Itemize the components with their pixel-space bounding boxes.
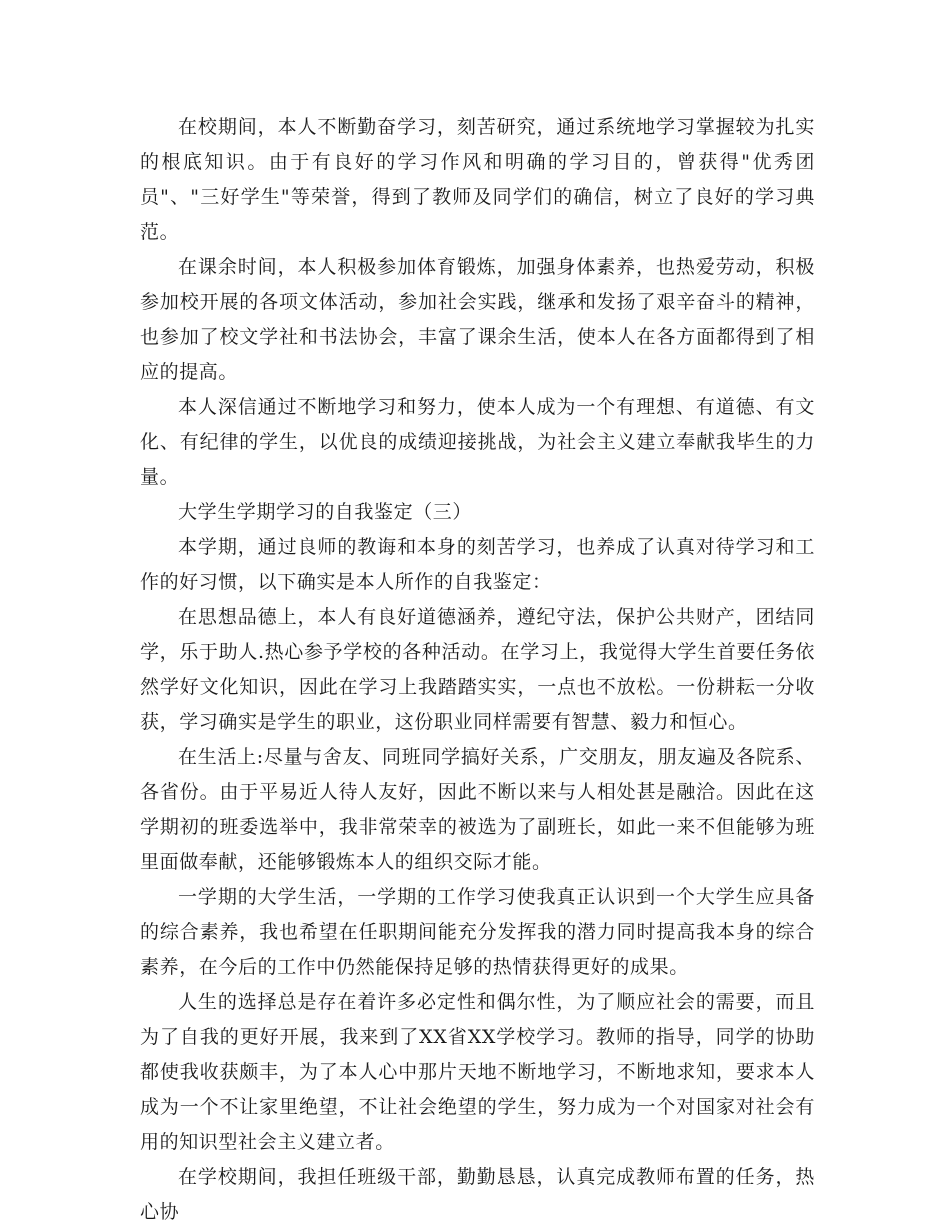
paragraph-study: 在校期间，本人不断勤奋学习，刻苦研究，通过系统地学习掌握较为扎实的根底知识。由于有良好的学习作风和明确的学习目的，曾获得"优秀团员"、"三好学生"等荣誉，得到了教师及同学们的确信，树立了良好的学习典范。 [140, 116, 815, 243]
document-body [140, 110, 815, 1230]
paragraph-semester: 一学期的大学生活，一学期的工作学习使我真正认识到一个大学生应具备的综合素养，我也希望在任职期间能充分发挥我的潜力同时提高我本身的综合素养，在今后的工作中仍然能保持足够的热情获得更好的成果。 [140, 886, 815, 978]
paragraph-belief: 本人深信通过不断地学习和努力，使本人成为一个有理想、有道德、有文化、有纪律的学生，以优良的成绩迎接挑战，为社会主义建立奉献我毕生的力量。 [140, 396, 815, 488]
paragraph-morality: 在思想品德上，本人有良好道德涵养，遵纪守法，保护公共财产，团结同学，乐于助人.热心参予学校的各种活动。在学习上，我觉得大学生首要任务依然学好文化知识，因此在学习上我踏踏实实，一点也不放松。一份耕耘一分收获，学习确实是学生的职业，这份职业同样需要有智慧、毅力和恒心。 [140, 606, 815, 733]
paragraph-cadre: 在学校期间，我担任班级干部，勤勤恳恳，认真完成教师布置的任务，热心协 [140, 1166, 815, 1223]
paragraph-choice: 人生的选择总是存在着许多必定性和偶尔性，为了顺应社会的需要，而且为了自我的更好开展，我来到了XX省XX学校学习。教师的指导，同学的协助都使我收获颇丰，为了本人心中那片天地不断地学习，不断地求知，要求本人成为一个不让家里绝望，不让社会绝望的学生，努力成为一个对国家对社会有用的知识型社会主义建立者。 [140, 991, 815, 1153]
paragraph-extracurricular: 在课余时间，本人积极参加体育锻炼，加强身体素养，也热爱劳动，积极参加校开展的各项文体活动，参加社会实践，继承和发扬了艰辛奋斗的精神，也参加了校文学社和书法协会，丰富了课余生活，使本人在各方面都得到了相应的提高。 [140, 256, 815, 383]
section-heading: 大学生学期学习的自我鉴定（三） [178, 501, 473, 523]
paragraph-life: 在生活上:尽量与舍友、同班同学搞好关系，广交朋友，朋友遍及各院系、各省份。由于平易近人待人友好，因此不断以来与人相处甚是融洽。因此在这学期初的班委选举中，我非常荣幸的被选为了副班长，如此一来不但能够为班里面做奉献，还能够锻炼本人的组织交际才能。 [140, 746, 815, 873]
paragraph-intro: 本学期，通过良师的教诲和本身的刻苦学习，也养成了认真对待学习和工作的好习惯，以下确实是本人所作的自我鉴定： [140, 536, 815, 593]
